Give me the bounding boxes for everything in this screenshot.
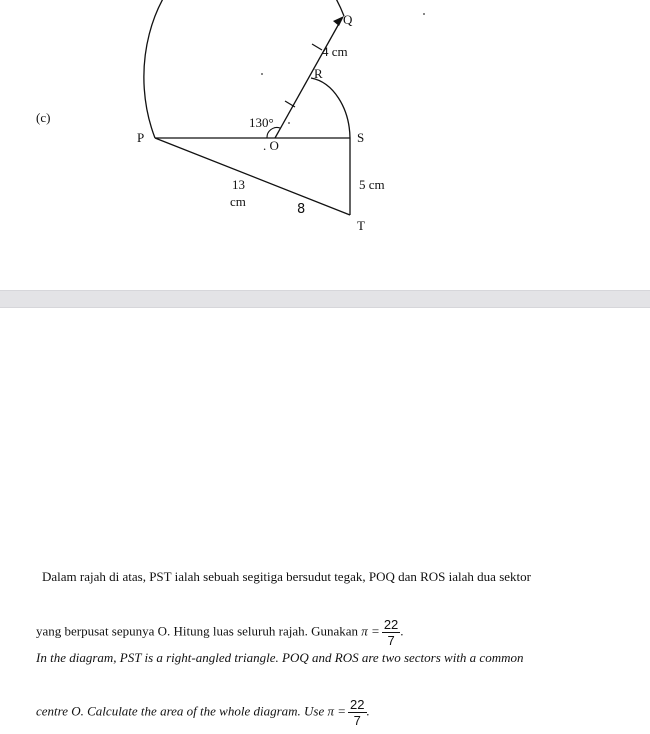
label-Q: Q bbox=[343, 12, 353, 27]
radius-OQ bbox=[275, 20, 341, 138]
pi-equals-en: π = bbox=[327, 703, 347, 719]
label-PT-value: 13 bbox=[232, 177, 245, 192]
label-OT-length: 8 bbox=[297, 202, 306, 217]
end-punct-1: . bbox=[400, 623, 404, 639]
label-O: . O bbox=[263, 138, 279, 153]
malay-line2-text: yang berpusat sepunya O. Hitung luas seluruh rajah. Gunakan bbox=[36, 623, 359, 639]
label-angle: 130° bbox=[249, 115, 274, 130]
end-punct-2: . bbox=[366, 703, 370, 719]
arc-RS bbox=[311, 78, 350, 138]
stray-dot-1 bbox=[261, 73, 263, 75]
line-PT bbox=[155, 138, 350, 215]
pi-denominator: 7 bbox=[387, 633, 395, 648]
label-ST-length: 5 cm bbox=[359, 177, 385, 192]
question-english-line2 bbox=[36, 697, 650, 728]
pi-numerator: 22 bbox=[383, 617, 399, 632]
question-malay-line1: Dalam rajah di atas, PST ialah sebuah segitiga bersudut tegak, POQ dan ROS ialah dua sektor bbox=[42, 569, 531, 584]
pi-equals: π = bbox=[361, 623, 380, 639]
label-T: T bbox=[357, 218, 365, 233]
label-PT-unit: cm bbox=[230, 194, 246, 209]
pi-numerator-en: 22 bbox=[350, 697, 365, 712]
tick-mark-2 bbox=[312, 44, 322, 50]
pi-denominator-en: 7 bbox=[353, 713, 361, 728]
stray-dot-2 bbox=[423, 13, 425, 15]
label-S: S bbox=[357, 130, 365, 145]
pi-fraction-en bbox=[348, 697, 366, 728]
label-P: P bbox=[137, 130, 145, 145]
question-english-line1: In the diagram, PST is a right-angled triangle. POQ and ROS are two sectors with a common bbox=[36, 650, 524, 665]
part-label: (c) bbox=[36, 110, 51, 125]
geometry-diagram bbox=[0, 0, 650, 290]
english-line2-text: centre O. Calculate the area of the whole diagram. Use bbox=[36, 703, 325, 719]
label-R: R bbox=[314, 66, 323, 81]
pi-fraction bbox=[382, 617, 400, 648]
question-malay-line2 bbox=[36, 617, 650, 648]
stray-dot-3 bbox=[288, 122, 290, 124]
label-QR-length: 4 cm bbox=[322, 44, 348, 59]
section-divider bbox=[0, 290, 650, 308]
